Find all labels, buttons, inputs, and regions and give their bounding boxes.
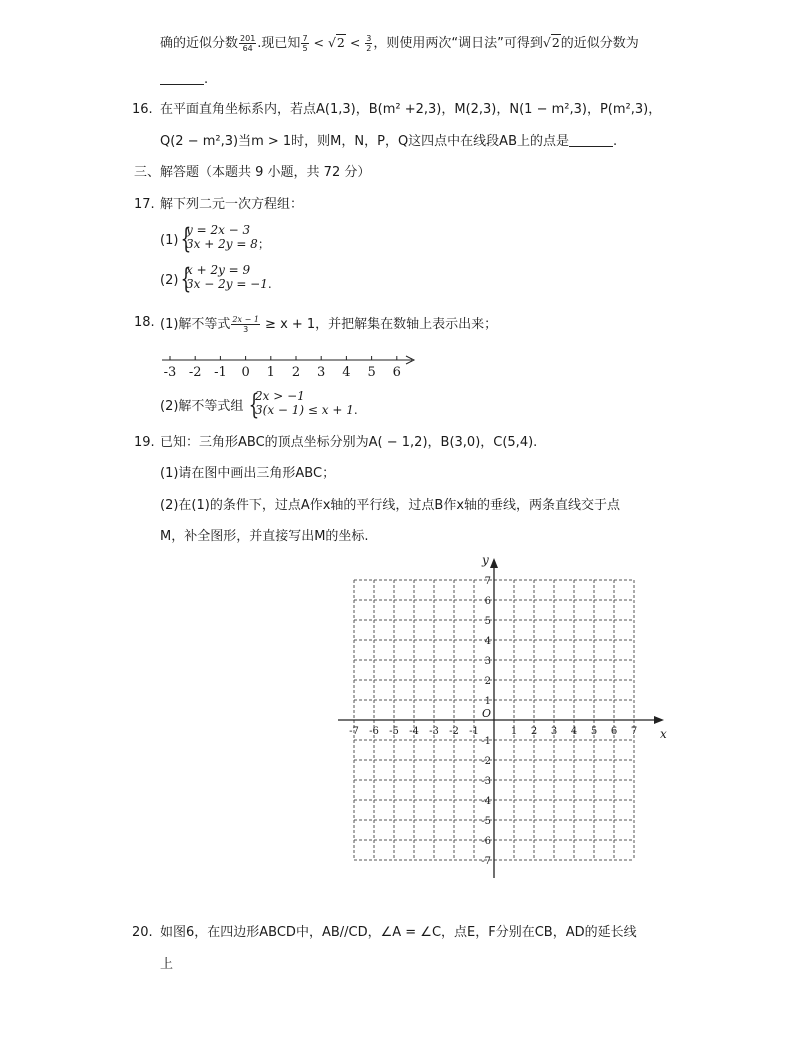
number-line-tick-label: 0	[241, 365, 250, 380]
q17-number: 17.	[134, 197, 155, 212]
number-line-tick-label: 5	[367, 365, 376, 380]
q18-part2-label: (2)解不等式组	[160, 399, 244, 414]
q15-line1: 确的近似分数 $\frac{201}{64}$ .现已知 $\frac{7}{5}$ < √2 < $\frac{3}{2}$ ，则使用两次“调日法”可得到√2的近似分数为	[160, 34, 639, 53]
q20-line2: 上	[160, 957, 174, 972]
y-axis-label: y	[482, 553, 489, 567]
y-tick-label: 5	[484, 616, 491, 627]
y-tick-label: -2	[481, 756, 491, 767]
q18-p2-eq1: 2x > −1	[255, 389, 305, 403]
q16-line1: 在平面直角坐标系内，若点A(1,3)，B(m² +2,3)，M(2,3)，N(1 − m²,3)，P(m²,3)，	[160, 102, 662, 117]
number-line-tick-label: -3	[163, 365, 177, 380]
q18-part1: (1)解不等式 $\frac{2x - 1}{3}$ ≥ x + 1，并把解集在数轴上表示出来；	[160, 315, 498, 334]
number-line-tick-label: 3	[317, 365, 326, 380]
section-3-title: 三、解答题（本题共 9 小题，共 72 分）	[134, 165, 371, 180]
q16-number: 16.	[132, 102, 153, 117]
y-tick-label: -1	[481, 736, 491, 747]
number-line	[150, 350, 430, 382]
q19-number: 19.	[134, 435, 155, 450]
answer-blank[interactable]	[160, 72, 204, 85]
number-line-tick-label: 1	[266, 365, 275, 380]
fraction-7-5: $\frac{7}{5}$	[302, 34, 308, 53]
q19-line1: 已知：三角形ABC的顶点坐标分别为A( − 1,2)，B(3,0)，C(5,4).	[160, 435, 538, 450]
q20-number: 20.	[132, 925, 153, 940]
q20-line1: 如图6，在四边形ABCD中，AB//CD，∠A = ∠C，点E，F分别在CB，AD的延长线	[160, 925, 637, 940]
x-tick-label: -6	[369, 726, 379, 737]
fraction-2x-1-over-3: $\frac{2x - 1}{3}$	[232, 315, 259, 334]
fraction-201-64: $\frac{201}{64}$	[240, 34, 256, 53]
brace-icon: {	[248, 388, 260, 421]
x-tick-label: 5	[590, 726, 598, 737]
q18-p2-eq2: 3(x − 1) ≤ x + 1.	[255, 403, 358, 417]
q19-line3: (2)在(1)的条件下，过点A作x轴的平行线，过点B作x轴的垂线，两条直线交于点	[160, 498, 621, 513]
fraction-3-2: $\frac{3}{2}$	[366, 34, 372, 53]
y-tick-label: 7	[484, 576, 491, 587]
q17-part1-label: (1)	[160, 233, 179, 248]
q17-p2-eq1: x + 2y = 9	[186, 263, 251, 277]
x-tick-label: 4	[570, 726, 578, 737]
number-line-tick-label: -2	[188, 365, 202, 380]
brace-icon: {	[180, 222, 192, 255]
q19-line2: (1)请在图中画出三角形ABC；	[160, 466, 336, 481]
x-tick-label: -7	[349, 726, 359, 737]
y-tick-label: -5	[481, 816, 491, 827]
y-tick-label: -7	[481, 856, 491, 867]
y-tick-label: 3	[484, 656, 491, 667]
x-tick-label: -5	[389, 726, 399, 737]
q17-p2-eq2: 3x − 2y = −1.	[186, 277, 272, 291]
q17-p1-eq1: y = 2x − 3	[186, 223, 251, 237]
x-tick-label: -3	[429, 726, 439, 737]
q18-number: 18.	[134, 315, 155, 330]
q16-line2: Q(2 − m²,3)当m > 1时，则M，N，P，Q这四点中在线段AB上的点是 .	[160, 134, 618, 149]
y-tick-label: 2	[484, 676, 491, 687]
y-tick-label: -6	[481, 836, 491, 847]
q15-answer-line: .	[160, 72, 208, 88]
y-tick-label: 4	[484, 636, 491, 647]
q17-intro: 解下列二元一次方程组：	[160, 197, 304, 212]
x-tick-label: 6	[610, 726, 618, 737]
x-tick-label: 3	[550, 726, 558, 737]
answer-blank[interactable]	[569, 134, 613, 147]
coordinate-grid	[330, 550, 670, 890]
origin-label: O	[482, 707, 492, 720]
x-tick-label: 2	[530, 726, 538, 737]
y-tick-label: -3	[481, 776, 491, 787]
x-axis-arrow-icon	[654, 716, 664, 724]
number-line-tick-label: -1	[214, 365, 227, 380]
number-line-tick-label: 6	[392, 365, 401, 380]
y-tick-label: -4	[481, 796, 491, 807]
number-line-tick-label: 2	[291, 365, 301, 380]
y-axis-arrow-icon	[490, 558, 498, 568]
q17-p1-eq2: 3x + 2y = 8；	[186, 237, 270, 251]
x-axis-label: x	[660, 727, 667, 741]
q17-part2-label: (2)	[160, 273, 179, 288]
brace-icon: {	[180, 262, 192, 295]
y-tick-label: 1	[484, 696, 491, 707]
number-line-tick-label: 4	[342, 365, 351, 380]
x-tick-label: -1	[469, 726, 479, 737]
y-tick-label: 6	[484, 596, 491, 607]
x-tick-label: -2	[449, 726, 459, 737]
x-tick-label: -4	[409, 726, 419, 737]
q19-line4: M，补全图形，并直接写出M的坐标.	[160, 529, 369, 544]
x-tick-label: 1	[510, 726, 518, 737]
x-tick-label: 7	[630, 726, 638, 737]
